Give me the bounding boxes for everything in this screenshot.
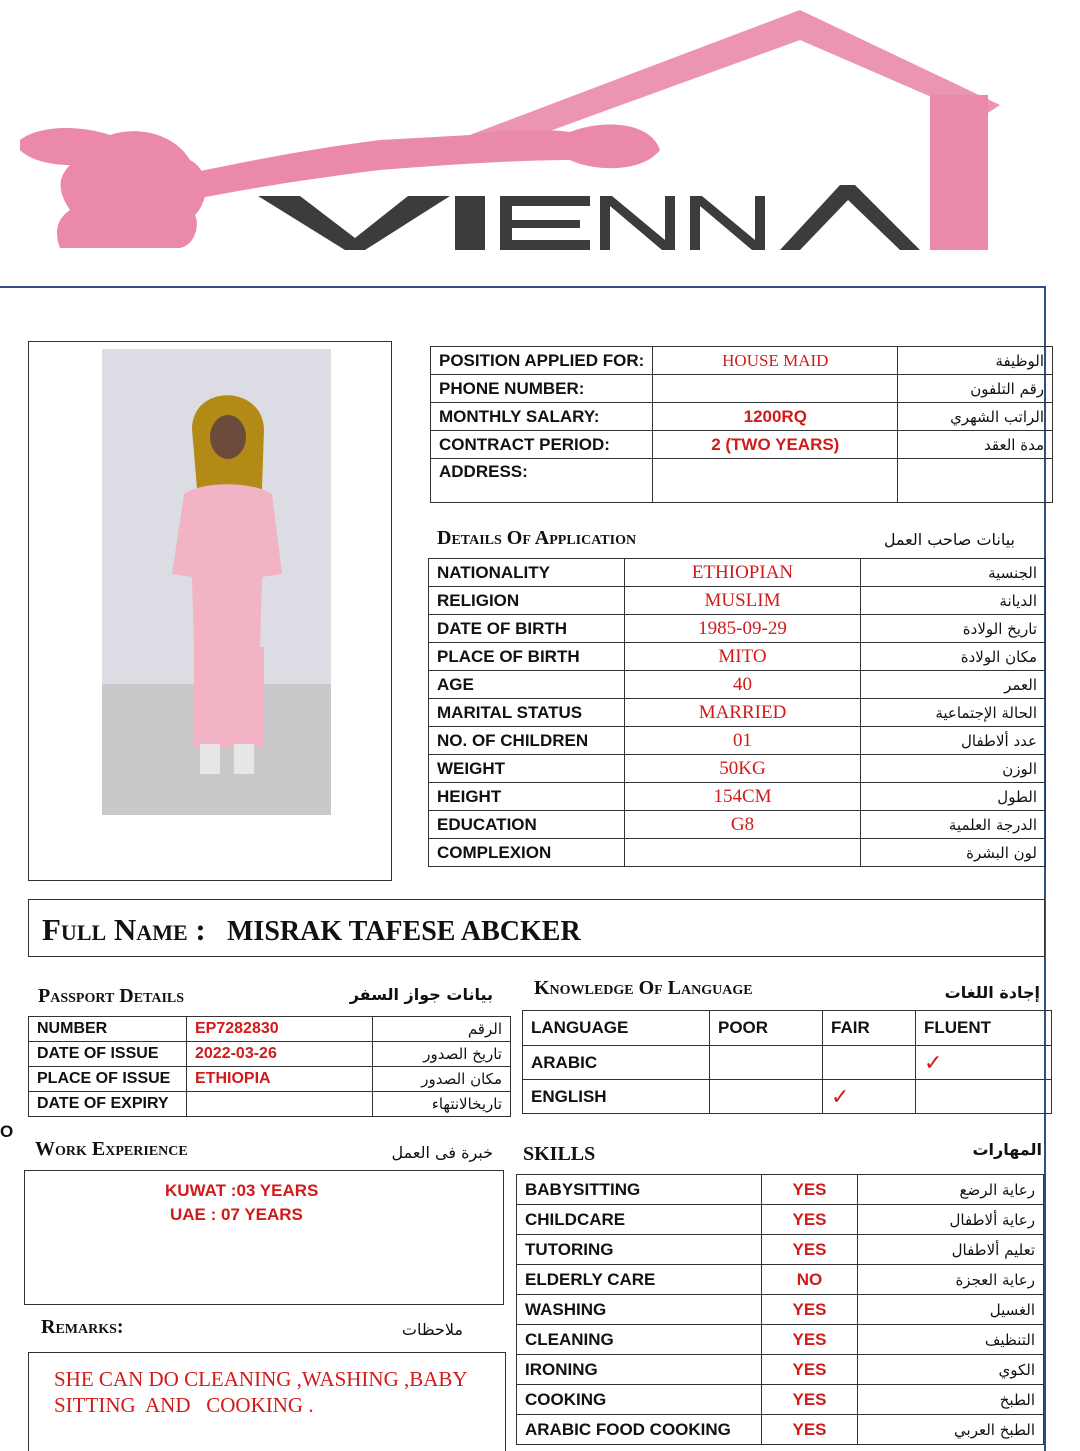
detail-value: 154CM	[625, 783, 861, 811]
passport-label: NUMBER	[29, 1017, 187, 1042]
detail-arabic: عدد ألاطفال	[861, 727, 1046, 755]
passport-arabic: مكان الصدور	[373, 1067, 511, 1092]
detail-arabic: الديانة	[861, 587, 1046, 615]
skill-arabic: الغسيل	[858, 1295, 1044, 1325]
detail-value: MITO	[625, 643, 861, 671]
detail-label: AGE	[429, 671, 625, 699]
table-row	[429, 699, 1046, 727]
position-arabic: الوظيفة	[898, 347, 1053, 375]
table-row	[429, 783, 1046, 811]
passport-label: DATE OF EXPIRY	[29, 1092, 187, 1117]
language-fair	[823, 1046, 916, 1080]
language-fluent: ✓	[916, 1046, 1052, 1080]
phone-label: PHONE NUMBER:	[431, 375, 653, 403]
language-poor	[710, 1046, 823, 1080]
details-table	[428, 558, 1046, 867]
language-col-header: LANGUAGE	[523, 1011, 710, 1046]
table-row	[431, 347, 1053, 375]
detail-label: EDUCATION	[429, 811, 625, 839]
table-row	[517, 1355, 1044, 1385]
table-row	[431, 431, 1053, 459]
work-box	[24, 1170, 504, 1305]
table-row	[517, 1235, 1044, 1265]
side-mark: O	[0, 1122, 14, 1141]
details-heading-arabic: بيانات صاحب العمل	[883, 530, 1015, 549]
table-row	[429, 587, 1046, 615]
detail-arabic: الجنسية	[861, 559, 1046, 587]
detail-label: HEIGHT	[429, 783, 625, 811]
position-value: HOUSE MAID	[653, 347, 898, 375]
detail-arabic: العمر	[861, 671, 1046, 699]
table-row	[523, 1080, 1052, 1114]
skill-arabic: رعاية الرضع	[858, 1175, 1044, 1205]
photo-frame	[28, 341, 392, 881]
details-heading: Details Of Application	[437, 527, 637, 549]
skill-value: YES	[762, 1415, 858, 1445]
work-heading-arabic: خبرة فى العمل	[391, 1143, 493, 1162]
skill-arabic: الكوي	[858, 1355, 1044, 1385]
poor-col-header: POOR	[710, 1011, 823, 1046]
passport-value: ETHIOPIA	[187, 1067, 373, 1092]
passport-heading-arabic: بيانات جواز السفر	[349, 985, 493, 1004]
detail-arabic: الدرجة العلمية	[861, 811, 1046, 839]
detail-arabic: تاريخ الولادة	[861, 615, 1046, 643]
phone-arabic: رقم التلفون	[898, 375, 1053, 403]
passport-arabic: تاريخالانتهاء	[373, 1092, 511, 1117]
skill-label: ARABIC FOOD COOKING	[517, 1415, 762, 1445]
detail-value: 50KG	[625, 755, 861, 783]
skill-arabic: الطبخ	[858, 1385, 1044, 1415]
table-row	[429, 839, 1046, 867]
work-line: UAE : 07 YEARS	[170, 1205, 303, 1224]
remarks-line: SITTING AND COOKING .	[54, 1393, 314, 1417]
language-fluent	[916, 1080, 1052, 1114]
language-table	[522, 1010, 1052, 1114]
skill-arabic: رعاية العجزة	[858, 1265, 1044, 1295]
detail-value: G8	[625, 811, 861, 839]
skill-value: YES	[762, 1325, 858, 1355]
table-row	[517, 1325, 1044, 1355]
detail-value: MUSLIM	[625, 587, 861, 615]
address-value	[653, 459, 898, 503]
full-name-label: Full Name :	[42, 912, 206, 947]
passport-label: DATE OF ISSUE	[29, 1042, 187, 1067]
table-row	[29, 1042, 511, 1067]
detail-value: ETHIOPIAN	[625, 559, 861, 587]
passport-value	[187, 1092, 373, 1117]
table-row	[517, 1265, 1044, 1295]
skills-heading: SKILLS	[523, 1143, 596, 1165]
skill-value: YES	[762, 1175, 858, 1205]
fluent-col-header: FLUENT	[916, 1011, 1052, 1046]
detail-value: 1985-09-29	[625, 615, 861, 643]
skill-value: YES	[762, 1295, 858, 1325]
skill-label: WASHING	[517, 1295, 762, 1325]
language-heading-arabic: إجادة اللغات	[944, 983, 1040, 1002]
salary-value: 1200RQ	[653, 403, 898, 431]
full-name-box	[28, 899, 1045, 957]
detail-value	[625, 839, 861, 867]
skill-value: YES	[762, 1205, 858, 1235]
header-divider	[0, 286, 1046, 288]
detail-label: COMPLEXION	[429, 839, 625, 867]
person-figure	[102, 349, 331, 815]
table-row	[429, 559, 1046, 587]
detail-label: NO. OF CHILDREN	[429, 727, 625, 755]
language-name: ARABIC	[523, 1046, 710, 1080]
detail-value: 01	[625, 727, 861, 755]
detail-arabic: الحالة الإجتماعية	[861, 699, 1046, 727]
skill-label: CLEANING	[517, 1325, 762, 1355]
skill-arabic: التنظيف	[858, 1325, 1044, 1355]
table-row	[29, 1092, 511, 1117]
skill-label: TUTORING	[517, 1235, 762, 1265]
address-arabic	[898, 459, 1053, 503]
detail-arabic: الوزن	[861, 755, 1046, 783]
detail-label: PLACE OF BIRTH	[429, 643, 625, 671]
language-name: ENGLISH	[523, 1080, 710, 1114]
table-row	[429, 643, 1046, 671]
skills-heading-arabic: المهارات	[972, 1140, 1042, 1159]
skill-value: YES	[762, 1385, 858, 1415]
passport-arabic: الرقم	[373, 1017, 511, 1042]
table-row	[29, 1067, 511, 1092]
skill-arabic: رعاية ألاطفال	[858, 1205, 1044, 1235]
language-heading: Knowledge Of Language	[534, 977, 753, 999]
passport-value: EP7282830	[187, 1017, 373, 1042]
contract-value: 2 (TWO YEARS)	[653, 431, 898, 459]
logo-graphic	[0, 0, 1080, 285]
salary-label: MONTHLY SALARY:	[431, 403, 653, 431]
work-heading: Work Experience	[35, 1138, 188, 1160]
detail-label: MARITAL STATUS	[429, 699, 625, 727]
passport-label: PLACE OF ISSUE	[29, 1067, 187, 1092]
detail-arabic: لون البشرة	[861, 839, 1046, 867]
passport-value: 2022-03-26	[187, 1042, 373, 1067]
address-label: ADDRESS:	[431, 459, 653, 503]
skill-arabic: الطبخ العربي	[858, 1415, 1044, 1445]
position-label: POSITION APPLIED FOR:	[431, 347, 653, 375]
table-row	[517, 1175, 1044, 1205]
table-row	[29, 1017, 511, 1042]
fair-col-header: FAIR	[823, 1011, 916, 1046]
skill-label: BABYSITTING	[517, 1175, 762, 1205]
language-poor	[710, 1080, 823, 1114]
remarks-line: SHE CAN DO CLEANING ,WASHING ,BABY	[54, 1367, 468, 1391]
passport-heading: Passport Details	[38, 985, 185, 1007]
full-name-value: MISRAK TAFESE ABCKER	[227, 916, 581, 947]
table-row	[517, 1205, 1044, 1235]
detail-label: NATIONALITY	[429, 559, 625, 587]
remarks-heading-arabic: ملاحظات	[401, 1320, 463, 1339]
skill-value: NO	[762, 1265, 858, 1295]
work-line: KUWAT :03 YEARS	[165, 1181, 319, 1200]
contract-label: CONTRACT PERIOD:	[431, 431, 653, 459]
skill-label: COOKING	[517, 1385, 762, 1415]
table-row	[523, 1046, 1052, 1080]
salary-arabic: الراتب الشهري	[898, 403, 1053, 431]
table-row	[517, 1385, 1044, 1415]
remarks-heading: Remarks:	[41, 1316, 124, 1338]
skill-value: YES	[762, 1235, 858, 1265]
contract-arabic: مدة العقد	[898, 431, 1053, 459]
detail-value: MARRIED	[625, 699, 861, 727]
skill-value: YES	[762, 1355, 858, 1385]
table-row	[429, 811, 1046, 839]
skill-label: CHILDCARE	[517, 1205, 762, 1235]
detail-arabic: الطول	[861, 783, 1046, 811]
application-table	[430, 346, 1053, 503]
skill-label: ELDERLY CARE	[517, 1265, 762, 1295]
table-row	[429, 615, 1046, 643]
language-header-row	[523, 1011, 1052, 1046]
passport-arabic: تاريخ الصدور	[373, 1042, 511, 1067]
skill-arabic: تعليم ألاطفال	[858, 1235, 1044, 1265]
skill-label: IRONING	[517, 1355, 762, 1385]
logo	[0, 0, 1080, 285]
detail-value: 40	[625, 671, 861, 699]
remarks-box	[28, 1352, 506, 1451]
table-row	[429, 727, 1046, 755]
table-row	[431, 459, 1053, 503]
photo	[102, 349, 331, 815]
detail-label: DATE OF BIRTH	[429, 615, 625, 643]
table-row	[431, 403, 1053, 431]
passport-table	[28, 1016, 511, 1117]
table-row	[517, 1295, 1044, 1325]
table-row	[429, 755, 1046, 783]
language-fair: ✓	[823, 1080, 916, 1114]
table-row	[431, 375, 1053, 403]
skills-table	[516, 1174, 1044, 1445]
detail-arabic: مكان الولادة	[861, 643, 1046, 671]
detail-label: RELIGION	[429, 587, 625, 615]
phone-value	[653, 375, 898, 403]
table-row	[429, 671, 1046, 699]
detail-label: WEIGHT	[429, 755, 625, 783]
table-row	[517, 1415, 1044, 1445]
